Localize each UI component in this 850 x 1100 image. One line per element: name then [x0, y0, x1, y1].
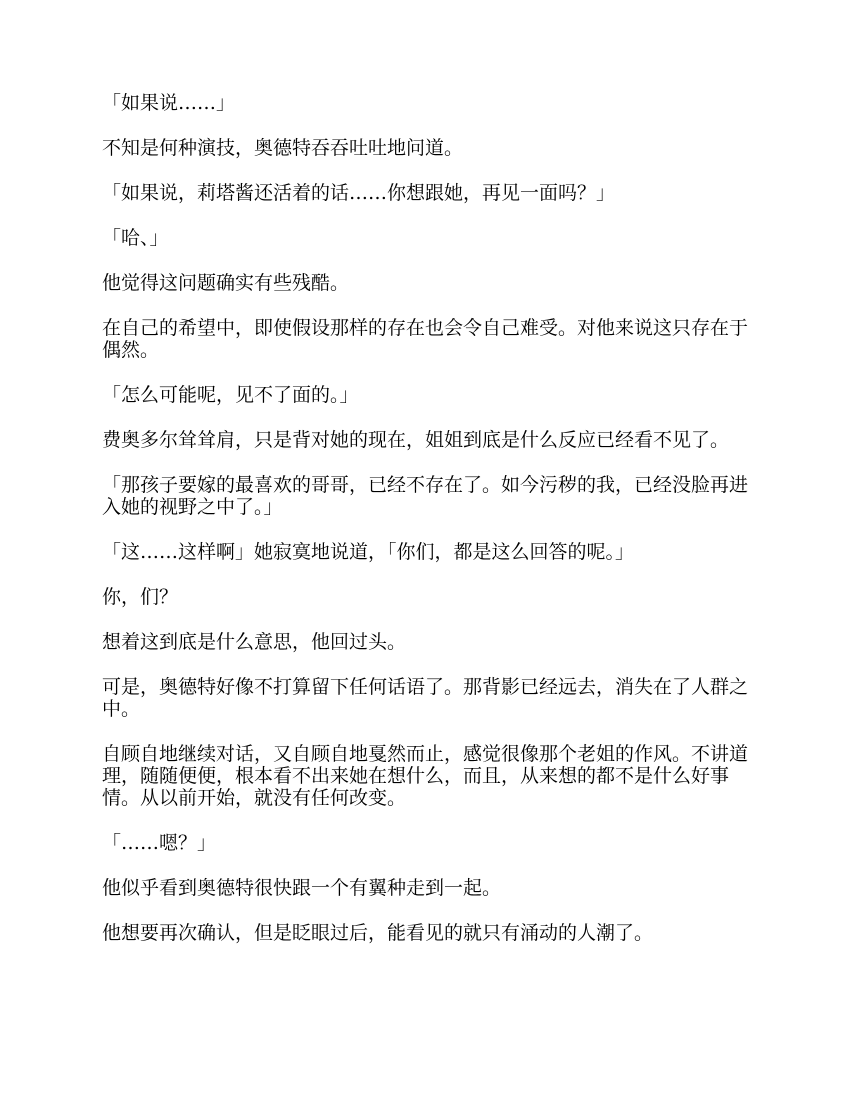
- paragraph-9: 「那孩子要嫁的最喜欢的哥哥，已经不存在了。如今污秽的我，已经没脸再进入她的视野之中了。」: [102, 474, 749, 518]
- paragraph-4: 「哈、」: [102, 227, 169, 249]
- paragraph-5: 他觉得这问题确实有些残酷。: [102, 272, 350, 294]
- paragraph-16: 他似乎看到奥德特很快跟一个有翼种走到一起。: [102, 877, 502, 899]
- paragraph-6: 在自己的希望中，即使假设那样的存在也会令自己难受。对他来说这只存在于偶然。: [102, 317, 749, 361]
- paragraph-12: 想着这到底是什么意思，他回过头。: [102, 631, 407, 653]
- paragraph-8: 费奥多尔耸耸肩，只是背对她的现在，姐姐到底是什么反应已经看不见了。: [102, 429, 730, 451]
- paragraph-3: 「如果说，莉塔酱还活着的话……你想跟她，再见一面吗？」: [102, 182, 616, 204]
- paragraph-13: 可是，奥德特好像不打算留下任何话语了。那背影已经远去，消失在了人群之中。: [102, 676, 749, 720]
- paragraph-7: 「怎么可能呢，见不了面的。」: [102, 384, 359, 406]
- paragraph-2: 不知是何种演技，奥德特吞吞吐吐地问道。: [102, 137, 464, 159]
- paragraph-1: 「如果说……」: [102, 92, 236, 114]
- paragraph-14: 自顾自地继续对话，又自顾自地戛然而止，感觉很像那个老姐的作风。不讲道理，随随便便，根本看不出来她在想什么，而且，从来想的都不是什么好事情。从以前开始，就没有任何改变。: [102, 743, 749, 809]
- paragraph-15: 「……嗯？」: [102, 832, 217, 854]
- paragraph-10: 「这……这样啊」她寂寞地说道，「你们，都是这么回答的呢。」: [102, 541, 635, 563]
- paragraph-11: 你，们？: [102, 586, 179, 608]
- document-page: [102, 92, 752, 967]
- paragraph-17: 他想要再次确认，但是眨眼过后，能看见的就只有涌动的人潮了。: [102, 922, 654, 944]
